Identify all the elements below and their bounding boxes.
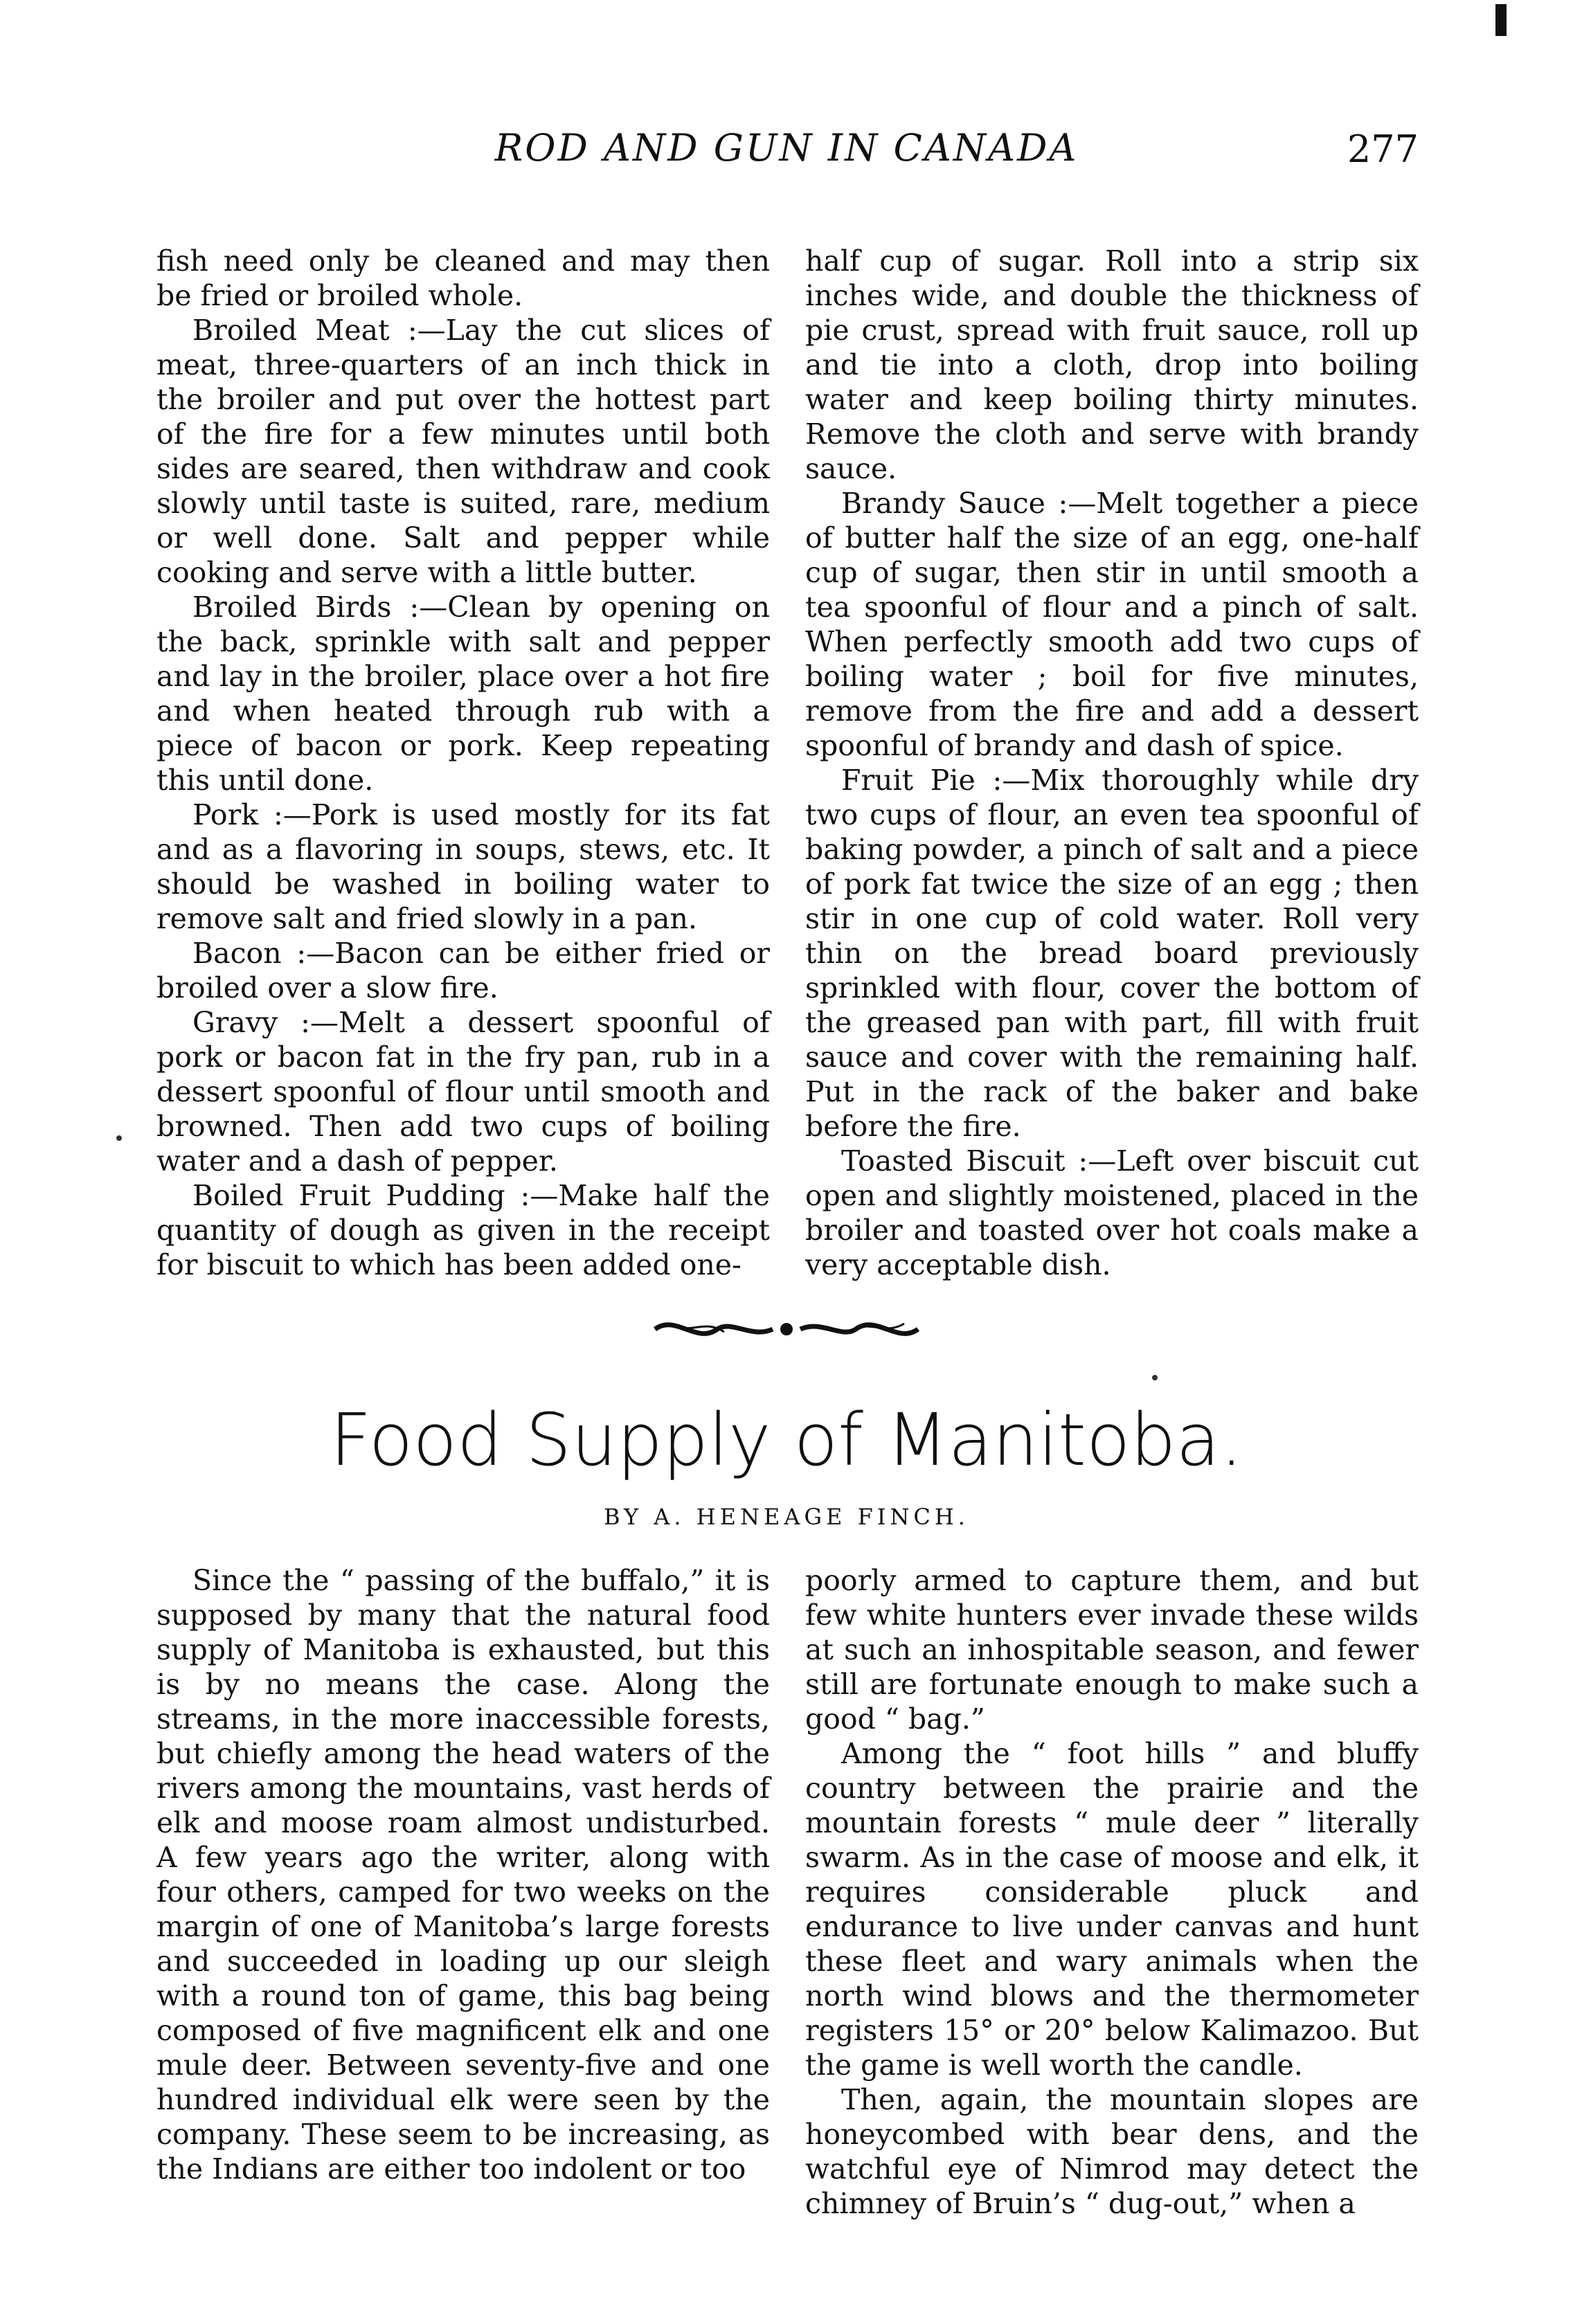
- paragraph: fish need only be cleaned and may then be fried or broiled whole.: [156, 244, 770, 312]
- paragraph: half cup of sugar. Roll into a strip six inches wide, and double the thickness of pie crust, spread with fruit sauce, roll up and tie into a cloth, drop into boiling water and keep boiling thirty minutes. Remove the cloth and serve with brandy sauce.: [805, 244, 1419, 485]
- ornament-divider-icon: [648, 1308, 925, 1350]
- article-title: Food Supply of Manitoba.: [330, 1398, 1243, 1482]
- recipes-right-column: [805, 244, 1419, 1281]
- paragraph: Fruit Pie :—Mix thoroughly while dry two cups of flour, an even tea spoonful of baking powder, a pinch of salt and a piece of pork fat twice the size of an egg ; then stir in one cup of cold water. Roll very thin on the bread board previously sprinkled with flour, cover the bottom of the greased pan with part, fill with fruit sauce and cover with the remaining half. Put in the rack of the baker and bake before the fire.: [805, 764, 1419, 1143]
- paragraph: Pork :—Pork is used mostly for its fat and as a flavoring in soups, stews, etc. It should be washed in boiling water to remove salt and fried slowly in a pan.: [156, 798, 770, 935]
- stray-mark: [116, 1135, 122, 1141]
- byline: BY A. HENEAGE FINCH.: [604, 1504, 969, 1530]
- paragraph: Gravy :—Melt a dessert spoonful of pork or bacon fat in the fry pan, rub in a dessert spoonful of flour until smooth and browned. Then add two cups of boiling water and a dash of pepper.: [156, 1006, 770, 1178]
- paragraph: Among the “ foot hills ” and bluffy country between the prairie and the mountain forests “ mule deer ” literally swarm. As in the case of moose and elk, it requires considerable pluck and endurance to live under canvas and hunt these fleet and wary animals when the north wind blows and the thermometer registers 15° or 20° below Kalimazoo. But the game is well worth the candle.: [805, 1737, 1419, 2082]
- recipes-left-column: [156, 244, 770, 1281]
- paragraph: Since the “ passing of the buffalo,” it is supposed by many that the natural food supply of Manitoba is exhausted, but this is by no means the case. Along the streams, in the more inaccessible forests, but chiefly among the head waters of the rivers among the mountains, vast herds of elk and moose roam almost undisturbed. A few years ago the writer, along with four others, camped for two weeks on the margin of one of Manitoba’s large forests and succeeded in loading up our sleigh with a round ton of game, this bag being composed of five magnificent elk and one mule deer. Between seventy-five and one hundred individual elk were seen by the company. These seem to be increasing, as the Indians are either too indolent or too: [156, 1564, 770, 2186]
- paragraph: Boiled Fruit Pudding :—Make half the quantity of dough as given in the receipt for biscuit to which has been added one-: [156, 1179, 770, 1281]
- paragraph: Broiled Birds :—Clean by opening on the back, sprinkle with salt and pepper and lay in the broiler, place over a hot fire and when heated through rub with a piece of bacon or pork. Keep repeating this until done.: [156, 591, 770, 797]
- paragraph: Broiled Meat :—Lay the cut slices of meat, three-quarters of an inch thick in the broiler and put over the hottest part of the fire for a few minutes until both sides are seared, then withdraw and cook slowly until taste is suited, rare, medium or well done. Salt and pepper while cooking and serve with a little butter.: [156, 314, 770, 589]
- paragraph: Then, again, the mountain slopes are honeycombed with bear dens, and the watchful eye of Nimrod may detect the chimney of Bruin’s “ dug-out,” when a: [805, 2083, 1419, 2220]
- article-left-column: [156, 1563, 770, 2242]
- article-right-column: [805, 1563, 1419, 2242]
- paragraph: Brandy Sauce :—Melt together a piece of butter half the size of an egg, one-half cup of sugar, then stir in until smooth a tea spoonful of flour and a pinch of salt. When perfectly smooth add two cups of boiling water ; boil for five minutes, remove from the fire and add a dessert spoonful of brandy and dash of spice.: [805, 487, 1419, 762]
- page-number: 277: [1347, 127, 1419, 171]
- paragraph: Toasted Biscuit :—Left over biscuit cut open and slightly moistened, placed in the broiler and toasted over hot coals make a very acceptable dish.: [805, 1144, 1419, 1281]
- corner-mark: [1495, 4, 1507, 36]
- paragraph: Bacon :—Bacon can be either fried or broiled over a slow fire.: [156, 937, 770, 1005]
- running-title: ROD AND GUN IN CANADA: [494, 126, 1079, 170]
- page-header: [154, 126, 1419, 188]
- stray-mark: [1152, 1375, 1158, 1380]
- paragraph: poorly armed to capture them, and but few white hunters ever invade these wilds at such an inhospitable season, and fewer still are fortunate enough to make such a good “ bag.”: [805, 1564, 1419, 1736]
